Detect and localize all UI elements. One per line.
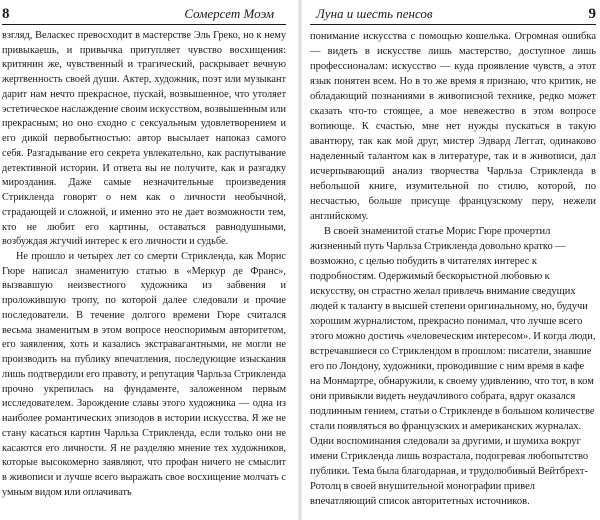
right-page-number: 9 (588, 6, 596, 22)
right-body-text (310, 29, 596, 510)
left-running-head (2, 4, 286, 25)
left-page-number: 8 (2, 6, 10, 22)
right-running-head (310, 4, 596, 25)
paragraph: понимание искусства с помощью кошелька. Огромная ошибка — видеть в искусстве лишь мастерство, доступное лишь профессионалам: искусство — куда проявление чувств, а этот язык понятен всем. Но в то же время я признаю, что критик, не обладающий познаниями в живописной технике, редко может сказать что-то стоящее, а мое невежество в этом вопросе вопиюще. К счастью, мне нет нужды пускаться в такую авантюру, так как мой друг, мистер Эдвард Леггат, одинаково наделенный талантом как в литературе, так и в живописи, дал исчерпывающий анализ творчества Чарльза Стрикленда в небольшой книге, изумительной по стилю, которой, по несчастью, больше присуще французскому перу, нежели английскому. (310, 31, 596, 223)
paragraph: взгляд, Веласкес превосходит в мастерстве Эль Греко, но к нему привыкаешь, и привычка притупляет чувство восхищения: критянин же, чувственный и трагический, раскрывает вечную жертвенность своей души. Актер, художник, поэт или музыкант дарит нам нечто прекрасное, пускай, возвышенное, что утоляет эстетическое наслаждение своим искусством, возвышенным или прекрасным; но оно сходно с сексуальным удовлетворением и его дикой первобытностью: автор высылает напоказ самого себя. Разгадывание его секрета увлекательно, как распутывание детективной истории. И ответа вы не получите, как и разгадку мироздания. Даже самые незначительные произведения Стрикленда говорят о нем как о личности необычной, страдающей и сложной, и именно это не дает возможности тем, кто не любит его картины, оставаться равнодушными, возбуждая жгучий интерес к его личности и судьбе. (2, 30, 286, 248)
paragraph: В своей знаменитой статье Морис Гюре прочертил жизненный путь Чарльза Стрикленда довольно кратко — возможно, с целью побудить в читателях интерес к подробностям. Одержимый бескорыстной любовью к искусству, он страстно желал привлечь внимание сведущих людей к таланту в высшей степени оригинальному, но, будучи хорошим журналистом, прекрасно понимал, что лучше всего этого можно достичь «человеческим интересом». И когда люди, встречавшиеся со Стриклендом в прошлом: писатели, знавшие его по Лондону, художники, проводившие с ним время в кафе на Монмартре, обнаружили, к своему удивлению, что тот, в ком они привыкли видеть неудачливого собрата, вдруг оказался подлинным гением, статьи о Стрикленде в большом количестве стали появляться во французских и американских журналах. Одни воспоминания следовали за другими, и шумиха вокруг имени Стрикленда лишь возрастала, подогревая любопытство публики. Тема была благодарная, и трудолюбивый Вейтбрехт-Ротолц в своей внушительной монографии привел впечатляющий список авторитетных источников. (310, 226, 596, 508)
paragraph: Не прошло и четырех лет со смерти Стрикленда, как Морис Гюре написал знаменитую статью в «Меркур де Франс», вызвавшую неизвестного художника из забвения и проложившую тропу, по которой далее следовали и прочие последователи. В течение долгого времени Гюре считался весьма знаменитым в этом вопросе неоспоримым авторитетом, его заявления, хоть и казались экстравагантными, не могли не производить на публику впечатления, последующие изыскания лишь подтвердили его правоту, и репутация Чарльза Стрикленда прочно укрепилась на фундаменте, заложенном первым исследователем. Зарождение славы этого художника — одна из наиболее романтических эпизодов в истории искусства. Я же не стану касаться картин Чарльза Стрикленда, если только они не касаются его личности. Я не разделяю мнение тех художников, которые высокомерно заявляют, что профан ничего не смыслит в живописи и лучше всего выражать свое восхищение молчать с умным видом или оплачивать (2, 251, 286, 498)
right-page (302, 0, 600, 520)
left-page (0, 0, 298, 520)
right-running-title: Луна и шесть пенсов (316, 6, 433, 21)
left-running-title: Сомерсет Моэм (184, 6, 274, 21)
left-body-text (2, 29, 286, 501)
